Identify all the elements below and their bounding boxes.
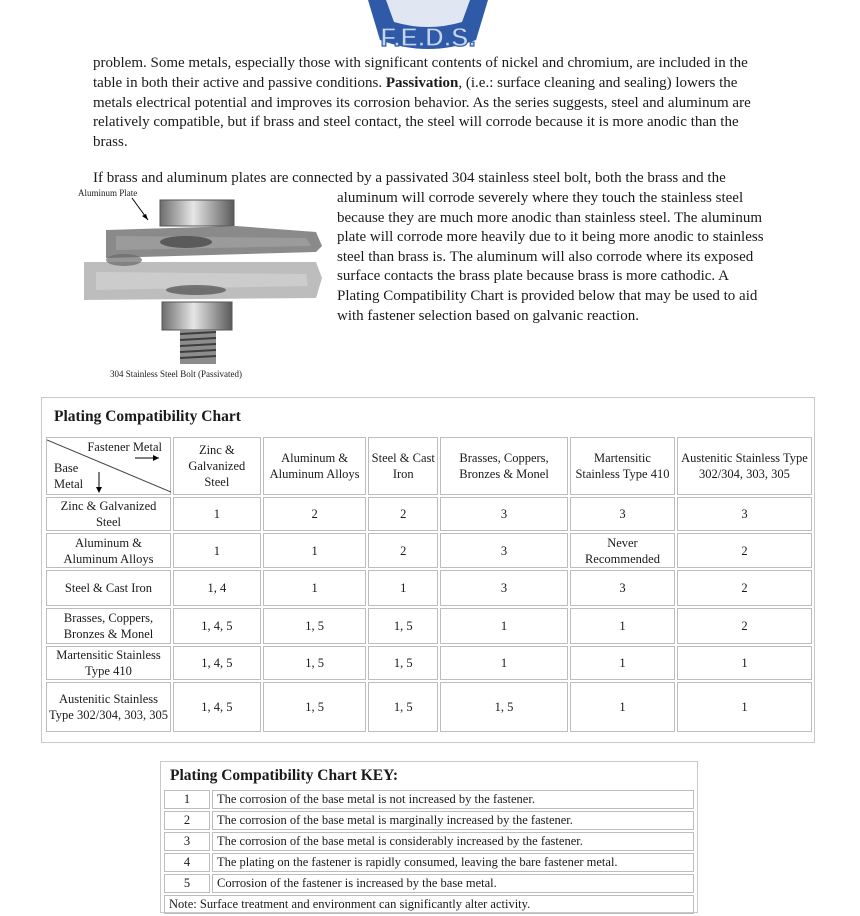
table-cell: Never Recommended bbox=[570, 533, 675, 568]
table-cell: 1 bbox=[440, 608, 568, 644]
logo-text: F.E.D.S. bbox=[380, 22, 476, 52]
row-header: Martensitic Stainless Type 410 bbox=[46, 646, 171, 680]
key-row bbox=[164, 790, 694, 809]
column-header: Martensitic Stainless Type 410 bbox=[570, 437, 675, 495]
table-cell: 3 bbox=[677, 497, 812, 531]
passivation-term: Passivation bbox=[385, 74, 459, 91]
bolt-paragraph-body: aluminum will corrode severely where they touch the stainless steel because they are much more anodic than stainless steel. The aluminum plate will corrode more heavily due to it being more anodic to stainless steel than brass is. The aluminum will also corrode where its exposed surface contacts the brass plate because brass is more cathodic. A Plating Compatibility Chart is provided below that may be used to aid with fastener selection based on galvanic reaction. bbox=[337, 190, 764, 324]
bolt-caption: 304 Stainless Steel Bolt (Passivated) bbox=[110, 369, 242, 379]
plating-compatibility-chart bbox=[41, 397, 815, 743]
column-header: Aluminum & Aluminum Alloys bbox=[263, 437, 367, 495]
table-cell: 1, 4, 5 bbox=[173, 682, 261, 732]
table-row bbox=[46, 646, 812, 680]
bolt-paragraph-first-line: If brass and aluminum plates are connected by a passivated 304 stainless steel bolt, both the brass and the bbox=[93, 170, 726, 186]
key-number: 2 bbox=[164, 811, 210, 830]
table-cell: 3 bbox=[440, 570, 568, 606]
base-label-line1: Base bbox=[54, 461, 79, 475]
key-note: Note: Surface treatment and environment can significantly alter activity. bbox=[164, 895, 694, 914]
corner-header bbox=[46, 437, 171, 495]
table-cell: 1, 4, 5 bbox=[173, 608, 261, 644]
key-number: 1 bbox=[164, 790, 210, 809]
column-header: Zinc & Galvanized Steel bbox=[173, 437, 261, 495]
table-cell: 1 bbox=[570, 682, 675, 732]
table-cell: 1 bbox=[440, 646, 568, 680]
key-description: The corrosion of the base metal is marginally increased by the fastener. bbox=[212, 811, 694, 830]
table-cell: 1 bbox=[368, 570, 438, 606]
table-cell: 3 bbox=[570, 570, 675, 606]
base-metal-label bbox=[54, 460, 83, 492]
row-header: Brasses, Coppers, Bronzes & Monel bbox=[46, 608, 171, 644]
table-cell: 1, 4, 5 bbox=[173, 646, 261, 680]
row-header: Steel & Cast Iron bbox=[46, 570, 171, 606]
table-cell: 1, 5 bbox=[440, 682, 568, 732]
column-header: Austenitic Stainless Type 302/304, 303, 305 bbox=[677, 437, 812, 495]
aluminum-plate-label: Aluminum Plate bbox=[78, 188, 138, 198]
key-description: The corrosion of the base metal is considerably increased by the fastener. bbox=[212, 832, 694, 851]
table-cell: 1 bbox=[677, 682, 812, 732]
intro-paragraph-text-rest: , (i.e.: surface cleaning and sealing) lowers the metals electrical potential and improves its corrosion behavior. As the series suggests, steel and aluminum are relatively compatible, but if brass and steel contact, the steel will corrode because it is more anodic than the brass. bbox=[93, 74, 751, 151]
bolt-illustration bbox=[76, 186, 326, 386]
key-row bbox=[164, 853, 694, 872]
table-cell: 1 bbox=[173, 533, 261, 568]
table-row bbox=[46, 497, 812, 531]
key-number: 3 bbox=[164, 832, 210, 851]
column-header: Steel & Cast Iron bbox=[368, 437, 438, 495]
key-row bbox=[164, 832, 694, 851]
table-cell: 2 bbox=[368, 497, 438, 531]
table-cell: 3 bbox=[440, 497, 568, 531]
table-row bbox=[46, 608, 812, 644]
key-number: 4 bbox=[164, 853, 210, 872]
table-row bbox=[46, 533, 812, 568]
table-cell: 1 bbox=[173, 497, 261, 531]
chart-key bbox=[160, 761, 698, 913]
intro-paragraph-text: problem. Some metals, especially those with significant contents of nickel and chromium, are included in the table in both their active and passive conditions. bbox=[93, 55, 748, 91]
table-cell: 3 bbox=[440, 533, 568, 568]
table-cell: 2 bbox=[368, 533, 438, 568]
intro-paragraph bbox=[93, 54, 773, 153]
key-row bbox=[164, 811, 694, 830]
table-cell: 3 bbox=[570, 497, 675, 531]
compatibility-table bbox=[44, 435, 814, 734]
table-row bbox=[46, 570, 812, 606]
table-cell: 1, 5 bbox=[263, 608, 367, 644]
table-cell: 1, 5 bbox=[263, 682, 367, 732]
table-cell: 1, 5 bbox=[263, 646, 367, 680]
table-cell: 1 bbox=[570, 646, 675, 680]
header-row bbox=[46, 437, 812, 495]
table-cell: 2 bbox=[677, 608, 812, 644]
base-label-line2: Metal bbox=[54, 477, 84, 491]
table-cell: 2 bbox=[677, 570, 812, 606]
table-cell: 1 bbox=[263, 570, 367, 606]
table-row bbox=[46, 682, 812, 732]
row-header: Aluminum & Aluminum Alloys bbox=[46, 533, 171, 568]
fastener-metal-label: Fastener Metal bbox=[87, 440, 162, 454]
table-cell: 1, 5 bbox=[368, 682, 438, 732]
key-note-row bbox=[164, 895, 694, 914]
table-cell: 1, 5 bbox=[368, 608, 438, 644]
table-cell: 1 bbox=[677, 646, 812, 680]
key-number: 5 bbox=[164, 874, 210, 893]
table-cell: 1 bbox=[263, 533, 367, 568]
key-title: Plating Compatibility Chart KEY: bbox=[170, 767, 399, 784]
key-description: The plating on the fastener is rapidly consumed, leaving the bare fastener metal. bbox=[212, 853, 694, 872]
row-header: Austenitic Stainless Type 302/304, 303, 305 bbox=[46, 682, 171, 732]
key-description: Corrosion of the fastener is increased by the base metal. bbox=[212, 874, 694, 893]
table-cell: 2 bbox=[677, 533, 812, 568]
feds-logo bbox=[358, 0, 498, 52]
table-cell: 2 bbox=[263, 497, 367, 531]
table-cell: 1, 5 bbox=[368, 646, 438, 680]
column-header: Brasses, Coppers, Bronzes & Monel bbox=[440, 437, 568, 495]
key-row bbox=[164, 874, 694, 893]
key-table bbox=[162, 788, 696, 916]
table-cell: 1, 4 bbox=[173, 570, 261, 606]
table-cell: 1 bbox=[570, 608, 675, 644]
key-description: The corrosion of the base metal is not increased by the fastener. bbox=[212, 790, 694, 809]
row-header: Zinc & Galvanized Steel bbox=[46, 497, 171, 531]
chart-title: Plating Compatibility Chart bbox=[54, 408, 241, 425]
